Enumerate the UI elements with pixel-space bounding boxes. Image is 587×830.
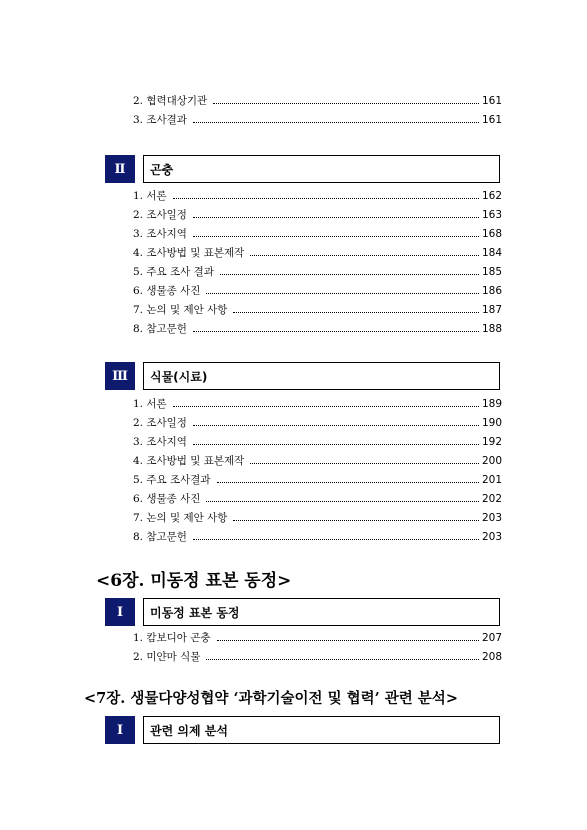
section-title: 미동정 표본 동정 (143, 598, 500, 626)
toc-entry-label: 2. 조사일정 (133, 209, 187, 221)
toc-entry-label: 3. 조사지역 (133, 436, 187, 448)
toc-entry[interactable] (133, 244, 502, 263)
dot-leader (193, 236, 479, 237)
section-header-unidentified (105, 598, 500, 626)
dot-leader (193, 425, 479, 426)
dot-leader (217, 482, 479, 483)
dot-leader (206, 501, 479, 502)
toc-entry[interactable] (133, 282, 502, 301)
dot-leader (233, 520, 479, 521)
toc-entry[interactable] (133, 414, 502, 433)
toc-entry-label: 4. 조사방법 및 표본제작 (133, 247, 245, 259)
toc-entry-label: 1. 서론 (133, 190, 167, 202)
toc-entry-label: 6. 생물종 사진 (133, 493, 201, 505)
dot-leader (217, 640, 479, 641)
toc-entry-label: 8. 참고문헌 (133, 323, 187, 335)
dot-leader (193, 122, 479, 123)
toc-entry-page: 203 (481, 512, 502, 524)
toc-entry[interactable] (133, 111, 502, 130)
toc-entry-page: 207 (481, 632, 502, 644)
toc-list-top (133, 92, 502, 130)
toc-entry-page: 168 (481, 228, 502, 240)
toc-entry[interactable] (133, 301, 502, 320)
toc-entry[interactable] (133, 206, 502, 225)
toc-entry[interactable] (133, 490, 502, 509)
section-numeral-badge: Ⅱ (105, 155, 135, 183)
toc-entry-page: 200 (481, 455, 502, 467)
toc-entry-label: 1. 캄보디아 곤충 (133, 632, 211, 644)
toc-list-plants (133, 395, 502, 547)
toc-entry[interactable] (133, 320, 502, 339)
toc-entry-page: 161 (481, 95, 502, 107)
toc-entry-page: 161 (481, 114, 502, 126)
toc-entry-label: 5. 주요 조사 결과 (133, 266, 214, 278)
toc-entry-page: 190 (481, 417, 502, 429)
toc-entry-page: 189 (481, 398, 502, 410)
section-title: 곤충 (143, 155, 500, 183)
toc-entry-page: 186 (481, 285, 502, 297)
toc-entry[interactable] (133, 648, 502, 667)
dot-leader (213, 103, 479, 104)
dot-leader (193, 539, 479, 540)
section-title: 관련 의제 분석 (143, 716, 500, 744)
dot-leader (250, 255, 479, 256)
toc-entry[interactable] (133, 187, 502, 206)
dot-leader (206, 659, 479, 660)
toc-entry[interactable] (133, 263, 502, 282)
toc-entry-label: 3. 조사결과 (133, 114, 187, 126)
toc-entry-label: 1. 서론 (133, 398, 167, 410)
toc-entry-page: 201 (481, 474, 502, 486)
toc-entry-label: 4. 조사방법 및 표본제작 (133, 455, 245, 467)
toc-entry-label: 7. 논의 및 제안 사항 (133, 304, 228, 316)
dot-leader (193, 331, 479, 332)
toc-entry-label: 2. 미얀마 식물 (133, 651, 201, 663)
toc-entry-label: 7. 논의 및 제안 사항 (133, 512, 228, 524)
dot-leader (173, 198, 479, 199)
toc-entry-page: 188 (481, 323, 502, 335)
dot-leader (220, 274, 479, 275)
toc-entry[interactable] (133, 452, 502, 471)
section-numeral-badge: Ⅲ (105, 362, 135, 390)
section-header-plants (105, 362, 500, 390)
toc-entry-page: 163 (481, 209, 502, 221)
toc-entry-label: 2. 조사일정 (133, 417, 187, 429)
section-header-insects (105, 155, 500, 183)
dot-leader (250, 463, 479, 464)
chapter-6-title: <6장. 미동정 표본 동정> (96, 571, 292, 591)
toc-list-insects (133, 187, 502, 339)
toc-entry-page: 202 (481, 493, 502, 505)
section-numeral-badge: Ⅰ (105, 716, 135, 744)
dot-leader (233, 312, 479, 313)
toc-entry-page: 203 (481, 531, 502, 543)
toc-entry-label: 5. 주요 조사결과 (133, 474, 211, 486)
chapter-7-title: <7장. 생물다양성협약 ‘과학기술이전 및 협력’ 관련 분석> (84, 690, 458, 707)
toc-entry-page: 162 (481, 190, 502, 202)
toc-entry[interactable] (133, 395, 502, 414)
dot-leader (193, 444, 479, 445)
toc-entry[interactable] (133, 433, 502, 452)
section-title: 식물(시료) (143, 362, 500, 390)
toc-entry-page: 187 (481, 304, 502, 316)
toc-entry[interactable] (133, 92, 502, 111)
section-numeral-badge: Ⅰ (105, 598, 135, 626)
toc-entry[interactable] (133, 471, 502, 490)
toc-entry-page: 184 (481, 247, 502, 259)
toc-entry[interactable] (133, 528, 502, 547)
toc-entry-label: 6. 생물종 사진 (133, 285, 201, 297)
toc-entry-page: 208 (481, 651, 502, 663)
toc-list-unidentified (133, 629, 502, 667)
dot-leader (193, 217, 479, 218)
toc-entry[interactable] (133, 509, 502, 528)
toc-entry-label: 3. 조사지역 (133, 228, 187, 240)
toc-entry-label: 8. 참고문헌 (133, 531, 187, 543)
toc-entry-page: 185 (481, 266, 502, 278)
toc-entry-page: 192 (481, 436, 502, 448)
toc-entry-label: 2. 협력대상기관 (133, 95, 208, 107)
section-header-agenda (105, 716, 500, 744)
dot-leader (173, 406, 479, 407)
toc-entry[interactable] (133, 629, 502, 648)
toc-entry[interactable] (133, 225, 502, 244)
dot-leader (206, 293, 479, 294)
